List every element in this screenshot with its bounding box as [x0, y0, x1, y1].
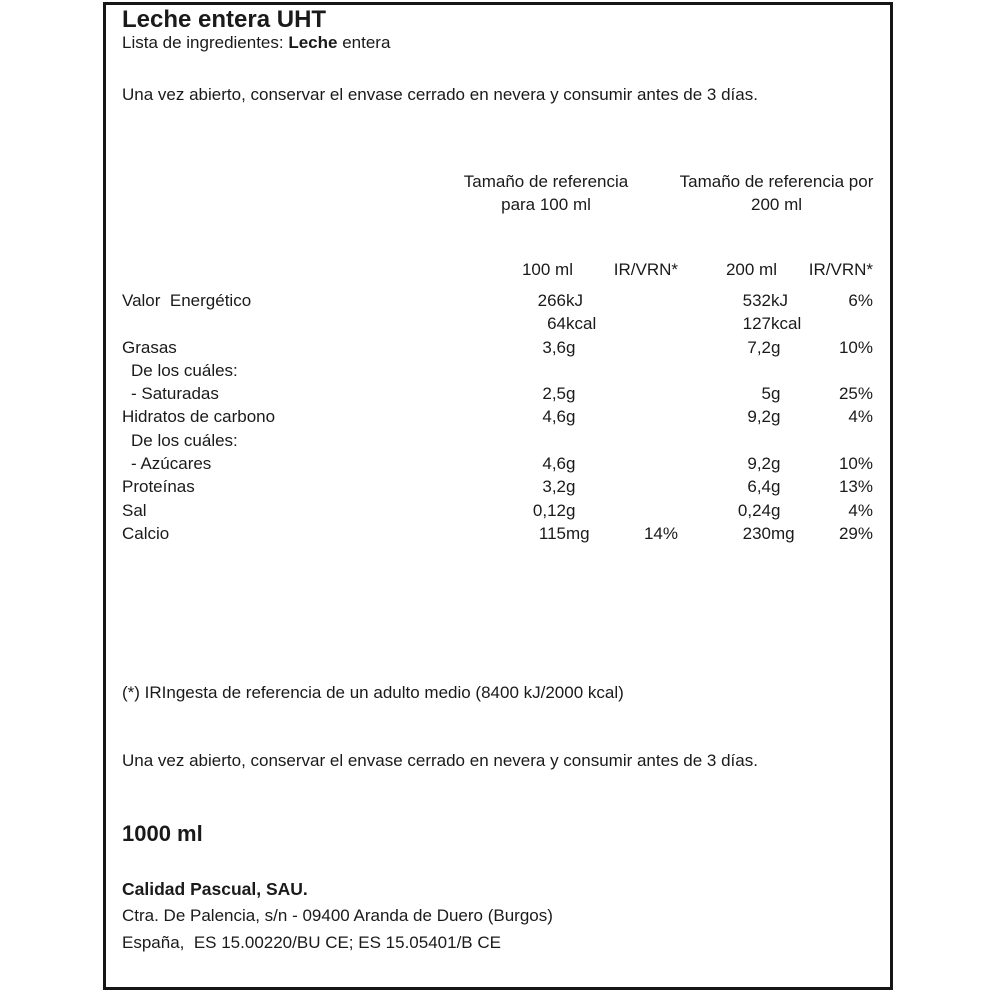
unit-200ml [771, 359, 812, 382]
manufacturer-address: Ctra. De Palencia, s/n - 09400 Aranda de Duero (Burgos) [122, 906, 553, 925]
unit-200ml: g [771, 384, 781, 404]
nutrient-sublabel: De los cuáles: [131, 430, 238, 450]
column-header-100ml [448, 170, 644, 216]
nutrition-table [122, 289, 873, 545]
ir-200ml: 10% [838, 337, 873, 357]
value-200ml [678, 359, 771, 382]
value-200ml: 7,2 [747, 337, 771, 357]
nutrient-sublabel: - Azúcares [131, 454, 212, 474]
ir-100ml [610, 475, 678, 498]
ir-200ml: 6% [848, 291, 873, 310]
subheader-serving-100ml: 100 ml [521, 260, 573, 279]
column-header-200ml [657, 170, 896, 216]
value-100ml: 3,2 [542, 477, 566, 497]
ir-100ml [610, 359, 678, 382]
subheader-serving-200ml: 200 ml [725, 260, 777, 279]
unit-100ml: g [566, 407, 576, 427]
unit-200ml: mg [771, 523, 795, 543]
value-100ml: 3,6 [542, 337, 566, 357]
manufacturer-registration: España, ES 15.00220/BU CE; ES 15.05401/B CE [122, 933, 501, 952]
unit-200ml: g [771, 477, 781, 497]
nutrient-label: Proteínas [122, 477, 195, 497]
subheader-ir-100ml: IR/VRN* [613, 260, 678, 279]
value-100ml: 4,6 [542, 407, 566, 427]
column-header-200ml-line2: 200 ml [750, 195, 803, 214]
value-200ml: 0,24 [737, 500, 771, 520]
storage-note-bottom: Una vez abierto, conservar el envase cerrado en nevera y consumir antes de 3 días. [122, 751, 758, 770]
ingredients-rest: entera [337, 33, 391, 52]
nutrient-sublabel: - Saturadas [131, 384, 219, 404]
value-100ml: 0,12 [532, 500, 566, 520]
ir-100ml [610, 429, 678, 452]
ingredients-label: Lista de ingredientes: [122, 33, 289, 52]
value-100ml: 2,5 [542, 384, 566, 404]
ir-200ml: 4% [848, 407, 873, 427]
net-volume: 1000 ml [122, 821, 203, 846]
nutrient-label [122, 312, 445, 335]
column-header-200ml-line1: Tamaño de referencia por [679, 172, 874, 191]
ingredients-line [122, 33, 390, 53]
value-200ml: 230 [742, 523, 771, 543]
nutrient-sublabel: De los cuáles: [131, 360, 238, 380]
unit-200ml [771, 429, 812, 452]
unit-200ml: kJ [771, 291, 788, 310]
ir-100ml [610, 405, 678, 428]
product-title: Leche entera UHT [122, 6, 327, 33]
unit-100ml: g [566, 454, 576, 474]
ir-100ml [610, 312, 678, 335]
ir-200ml [812, 359, 873, 382]
ir-200ml: 10% [838, 454, 873, 474]
unit-200ml: g [771, 454, 781, 474]
value-200ml: 9,2 [747, 407, 771, 427]
unit-100ml: g [566, 337, 576, 357]
value-100ml: 115 [538, 523, 566, 543]
label-frame [103, 2, 893, 990]
nutrient-label: Valor Energético [122, 291, 252, 310]
unit-100ml: g [566, 477, 576, 497]
nutrient-label: Grasas [122, 337, 177, 357]
value-100ml [445, 429, 566, 452]
ir-100ml [610, 499, 678, 522]
unit-100ml: kJ [566, 291, 583, 310]
value-100ml: 4,6 [542, 454, 566, 474]
subheader-ir-200ml: IR/VRN* [808, 260, 873, 279]
column-header-100ml-line2: para 100 ml [501, 195, 591, 214]
ir-100ml: 14% [643, 523, 678, 543]
unit-200ml: kcal [771, 314, 802, 334]
unit-200ml: g [771, 407, 781, 427]
value-200ml: 5 [761, 384, 771, 404]
unit-100ml [566, 429, 610, 452]
ir-100ml [610, 336, 678, 359]
value-200ml: 9,2 [747, 454, 771, 474]
value-200ml: 6,4 [747, 477, 771, 497]
ir-200ml: 25% [838, 384, 873, 404]
value-100ml: 64 [547, 314, 566, 334]
unit-100ml: mg [566, 523, 590, 543]
nutrient-label: Sal [122, 500, 147, 520]
ingredients-main: Leche [288, 33, 338, 52]
storage-note-top: Una vez abierto, conservar el envase cerrado en nevera y consumir antes de 3 días. [122, 85, 758, 104]
ir-100ml [610, 382, 678, 405]
ir-200ml: 4% [848, 500, 873, 520]
unit-100ml: g [566, 384, 576, 404]
ir-200ml [812, 429, 873, 452]
table-subheader [122, 260, 873, 280]
manufacturer-name: Calidad Pascual, SAU. [122, 879, 308, 899]
unit-100ml [566, 359, 610, 382]
value-200ml: 532 [742, 291, 771, 310]
unit-100ml: g [566, 500, 576, 520]
reference-intake-footnote: (*) IRIngesta de referencia de un adulto medio (8400 kJ/2000 kcal) [122, 683, 624, 702]
nutrient-label: Calcio [122, 523, 170, 543]
ir-200ml: 29% [838, 523, 873, 543]
value-200ml: 127 [742, 314, 771, 334]
unit-200ml: g [771, 337, 781, 357]
ir-200ml [812, 312, 873, 335]
value-200ml [678, 429, 771, 452]
unit-200ml: g [771, 500, 781, 520]
column-header-100ml-line1: Tamaño de referencia [463, 172, 629, 191]
ir-200ml: 13% [838, 477, 873, 497]
value-100ml: 266 [537, 291, 566, 310]
unit-100ml: kcal [566, 314, 597, 334]
ir-100ml [610, 452, 678, 475]
ir-100ml [610, 289, 678, 312]
value-100ml [445, 359, 566, 382]
nutrient-label: Hidratos de carbono [122, 407, 276, 427]
